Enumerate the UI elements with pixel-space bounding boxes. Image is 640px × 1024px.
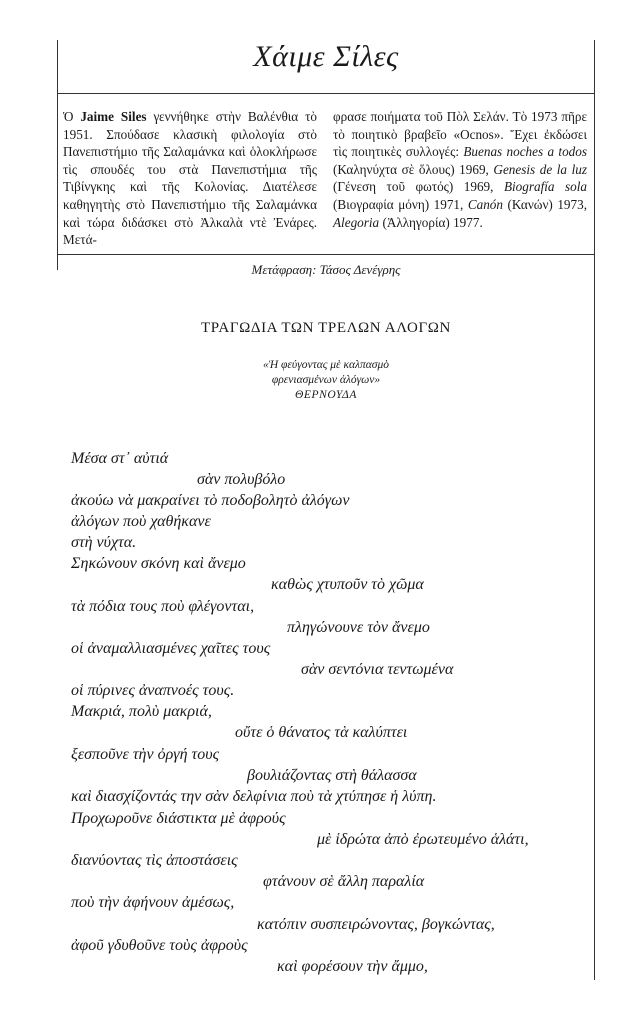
poem-line: Σηκώνουν σκόνη καὶ ἄνεμο	[71, 555, 246, 572]
translator-credit: Μετάφραση: Τάσος Δενέγρης	[251, 262, 401, 277]
poem-title: ΤΡΑΓΩΔΙΑ ΤΩΝ ΤΡΕΛΩΝ ΑΛΟΓΩΝ	[201, 320, 451, 336]
poem-line: ἀφοῦ γδυθοῦνε τοὺς ἀφροὺς	[71, 937, 248, 954]
poem-line: οὔτε ὁ θάνατος τὰ καλύπτει	[235, 724, 408, 741]
poem-line: ἀκούω νὰ μακραίνει τὸ ποδοβολητὸ ἀλόγων	[71, 492, 350, 509]
bio-divider	[57, 254, 595, 255]
poem-line: στὴ νύχτα.	[71, 534, 137, 551]
page-title: Χάιμε Σίλες	[253, 40, 399, 73]
poem-line: καὶ διασχίζοντάς την σὰν δελφίνια ποὺ τὰ χτύπησε ἡ λύπη.	[71, 788, 437, 805]
poem-line: ποὺ τὴν ἀφήνουν ἀμέσως,	[71, 894, 235, 911]
poem-line: οἱ πύρινες ἀναπνοές τους.	[71, 682, 235, 699]
epigraph-line: φρενιασμένων ἀλόγων»	[271, 374, 381, 386]
poem-line: Μακριά, πολὺ μακριά,	[71, 703, 212, 720]
poem-line: ἀλόγων ποὺ χαθήκανε	[71, 513, 211, 530]
poem-line: καθὼς χτυποῦν τὸ χῶμα	[271, 576, 424, 593]
page-frame	[57, 40, 595, 980]
right-border-line	[594, 40, 595, 980]
poem-line: οἱ ἀναμαλλιασμένες χαῖτες τους	[71, 640, 271, 657]
poem-line: Μέσα στ᾽ αὐτιά	[71, 450, 169, 467]
poem-line: τὰ πόδια τους ποὺ φλέγονται,	[71, 598, 255, 615]
title-divider	[57, 93, 595, 94]
left-border-line	[57, 40, 58, 270]
poem-line: μὲ ἱδρώτα ἀπὸ ἐρωτευμένο ἁλάτι,	[317, 831, 529, 848]
poem-line: σὰν σεντόνια τεντωμένα	[301, 661, 454, 678]
poem-line: Προχωροῦνε διάστικτα μὲ ἀφρούς	[71, 810, 286, 827]
epigraph-line: «Ἡ φεύγοντας μὲ καλπασμὸ	[262, 359, 389, 371]
poem-line: βουλιάζοντας στὴ θάλασσα	[247, 767, 417, 784]
bio-column-2: φρασε ποιήματα τοῦ Πὸλ Σελάν. Τὸ 1973 πῆρε τὸ ποιητικὸ βραβεῖο «Ocnos». Ἔχει ἐκδώσει τὶς ποιητικὲς συλλογές: Buenas noches a todos (Καληνύχτα σὲ ὅλους) 1969, Genesis de la luz (Γένεση τοῦ φωτός) 1969, Biografía sola (Βιογραφία μόνη) 1971, Canón (Κανών) 1973, Alegoria (Ἀλληγορία) 1977.	[333, 109, 587, 230]
poem-line: σὰν πολυβόλο	[197, 471, 286, 488]
poem-line: ξεσποῦνε τὴν ὀργή τους	[71, 746, 220, 763]
poem-line: καὶ φορέσουν τὴν ἄμμο,	[277, 958, 428, 975]
poem-line: πληγώνουνε τὸν ἄνεμο	[287, 619, 430, 636]
epigraph	[57, 358, 595, 403]
bio-column-1: Ὁ Jaime Siles γεννήθηκε στὴν Βαλένθια τὸ 1951. Σπούδασε κλασικὴ φιλολογία στὸ Πανεπιστήμιο τῆς Σαλαμάνκα καὶ ὁλοκλήρωσε τὶς σπουδές του στὰ Πανεπιστήμια τῆς Τιβίνγκης καὶ τῆς Κολονίας. Διατέλεσε καθηγητὴς στὸ Πανεπιστήμιο τῆς Σαλαμάνκα καὶ τώρα διδάσκει στὸ Ἀλκαλὰ ντὲ Ἐνάρες. Μετά-	[63, 109, 317, 248]
epigraph-author: ΘΕΡΝΟΥΔΑ	[294, 389, 358, 401]
poem-line: κατόπιν συσπειρώνοντας, βογκώντας,	[257, 916, 495, 933]
poem-line: διανύοντας τὶς ἀποστάσεις	[71, 852, 238, 869]
poem-line: φτάνουν σὲ ἄλλη παραλία	[263, 873, 425, 890]
